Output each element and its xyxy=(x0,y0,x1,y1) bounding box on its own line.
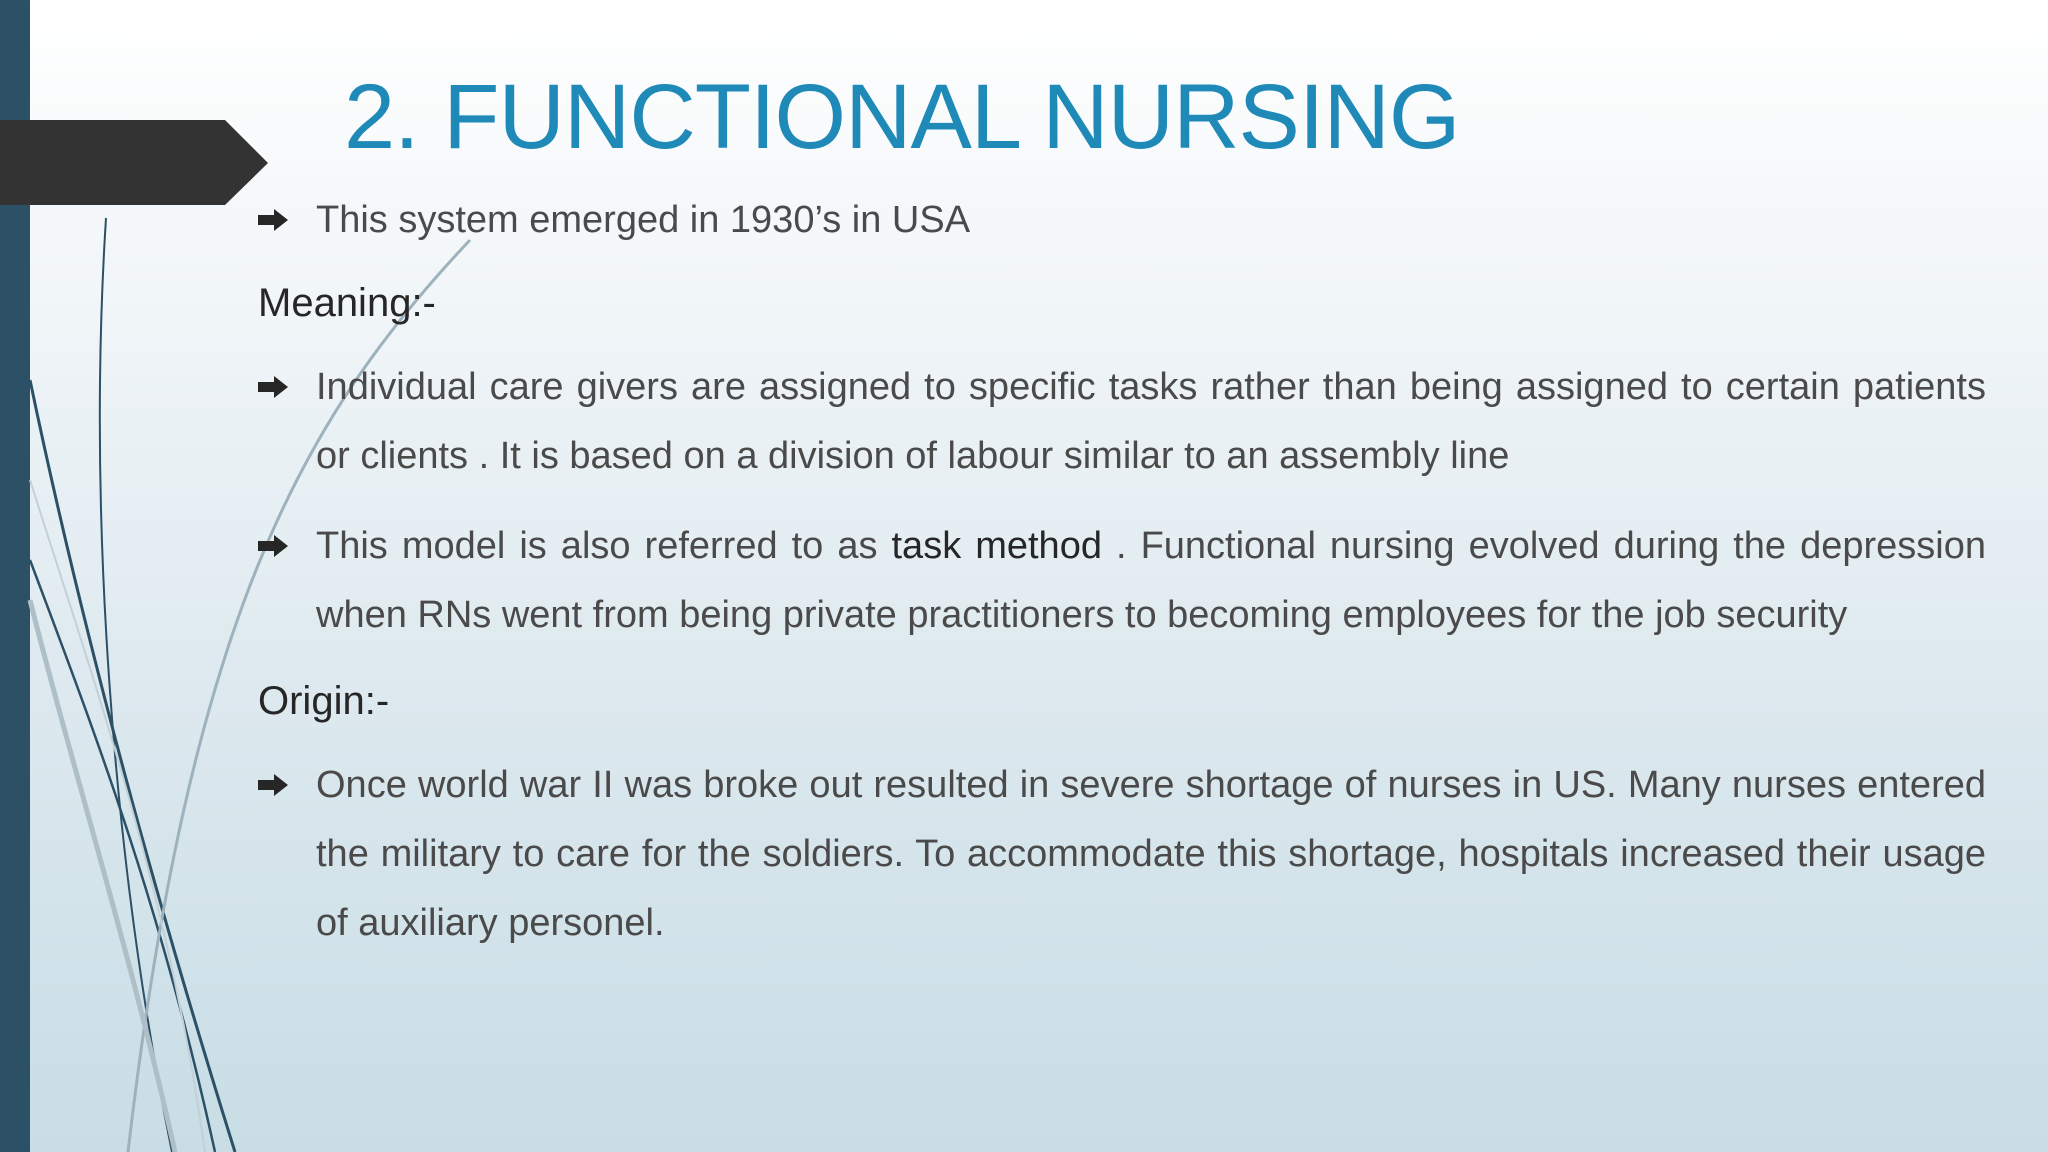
left-accent-bar xyxy=(0,0,30,1152)
bullet-text-before: This model is also referred to as xyxy=(316,525,892,567)
arrow-bullet-icon xyxy=(258,209,288,231)
bullet-item xyxy=(258,751,1986,958)
arrow-bullet-icon xyxy=(258,376,288,398)
task-method-term: task method xyxy=(891,525,1102,567)
meaning-heading: Meaning:- xyxy=(258,281,436,325)
bullet-item xyxy=(258,512,1986,650)
slide-content xyxy=(258,186,1986,979)
slide-title: 2. FUNCTIONAL NURSING xyxy=(344,66,1460,168)
bullet-text: Once world war II was broke out resulted in severe shortage of nurses in US. Many nurses entered the military to care for the soldiers. To accommodate this shortage, hospitals increased their usage of auxiliary personel. xyxy=(316,764,1986,944)
arrow-bullet-icon xyxy=(258,774,288,796)
bullet-text: This system emerged in 1930’s in USA xyxy=(316,199,971,241)
decorative-curve xyxy=(30,380,235,1152)
arrow-bullet-icon xyxy=(258,535,288,557)
decorative-curve xyxy=(100,218,172,1152)
bullet-text: Individual care givers are assigned to specific tasks rather than being assigned to certain patients or clients . It is based on a division of labour similar to an assembly line xyxy=(316,366,1986,477)
decorative-curve xyxy=(30,560,215,1152)
decorative-curve xyxy=(30,600,175,1152)
bullet-item xyxy=(258,186,1986,255)
bullet-text-after: . Functional nursing evolved during the depression when RNs went from being private practitioners to becoming employees for the job security xyxy=(316,525,1986,636)
bullet-item xyxy=(258,353,1986,491)
decorative-curve xyxy=(30,480,205,1152)
origin-heading: Origin:- xyxy=(258,679,390,723)
title-pointer-shape xyxy=(0,120,268,205)
